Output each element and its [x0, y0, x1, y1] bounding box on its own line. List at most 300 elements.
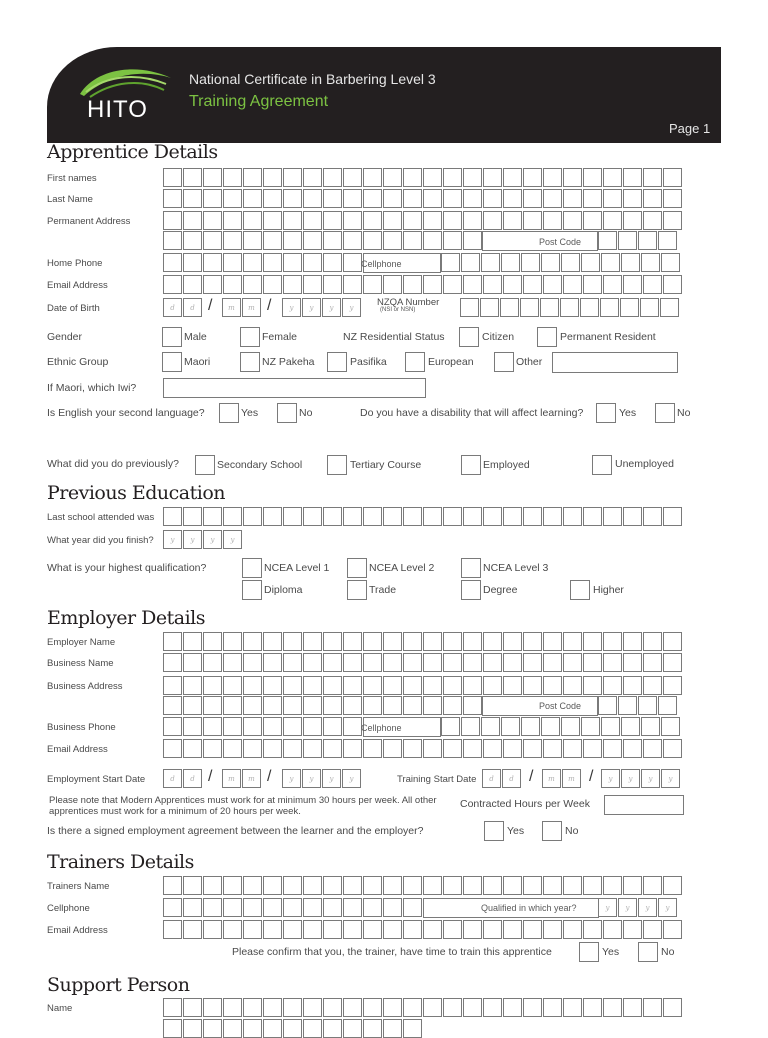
input-cell[interactable]: d — [183, 769, 202, 788]
input-cell[interactable] — [303, 275, 322, 294]
input-cell[interactable] — [363, 676, 382, 695]
input-cell[interactable] — [363, 211, 382, 230]
input-cell[interactable] — [323, 211, 342, 230]
input-cell[interactable] — [423, 211, 442, 230]
input-cell[interactable] — [263, 998, 282, 1017]
input-cell[interactable] — [583, 275, 602, 294]
maori-checkbox[interactable] — [162, 352, 182, 372]
input-cell[interactable] — [523, 998, 542, 1017]
trainers-name-field[interactable] — [163, 876, 683, 895]
input-cell[interactable] — [483, 739, 502, 758]
input-cell[interactable] — [323, 1019, 342, 1038]
input-cell[interactable] — [443, 632, 462, 651]
input-cell[interactable] — [423, 168, 442, 187]
input-cell[interactable] — [243, 168, 262, 187]
pasifika-checkbox[interactable] — [327, 352, 347, 372]
input-cell[interactable] — [263, 275, 282, 294]
input-cell[interactable]: m — [242, 298, 261, 317]
european-checkbox[interactable] — [405, 352, 425, 372]
input-cell[interactable] — [203, 696, 222, 715]
input-cell[interactable] — [503, 920, 522, 939]
year-finish-field[interactable] — [163, 530, 243, 549]
input-cell[interactable] — [223, 998, 242, 1017]
input-cell[interactable] — [203, 1019, 222, 1038]
input-cell[interactable] — [183, 1019, 202, 1038]
input-cell[interactable] — [483, 507, 502, 526]
input-cell[interactable] — [543, 168, 562, 187]
input-cell[interactable] — [661, 253, 680, 272]
input-cell[interactable]: y — [601, 769, 620, 788]
input-cell[interactable] — [383, 189, 402, 208]
input-cell[interactable] — [363, 189, 382, 208]
input-cell[interactable] — [503, 998, 522, 1017]
input-cell[interactable] — [203, 876, 222, 895]
input-cell[interactable] — [343, 717, 362, 736]
input-cell[interactable] — [580, 298, 599, 317]
input-cell[interactable] — [263, 1019, 282, 1038]
input-cell[interactable] — [463, 876, 482, 895]
input-cell[interactable] — [263, 717, 282, 736]
contracted-hours-input[interactable] — [604, 795, 684, 815]
input-cell[interactable] — [163, 1019, 182, 1038]
input-cell[interactable] — [203, 189, 222, 208]
input-cell[interactable] — [603, 632, 622, 651]
input-cell[interactable] — [283, 507, 302, 526]
input-cell[interactable] — [343, 275, 362, 294]
input-cell[interactable] — [603, 189, 622, 208]
input-cell[interactable] — [663, 168, 682, 187]
input-cell[interactable] — [183, 676, 202, 695]
input-cell[interactable] — [243, 507, 262, 526]
input-cell[interactable] — [523, 876, 542, 895]
input-cell[interactable] — [343, 739, 362, 758]
input-cell[interactable] — [283, 231, 302, 250]
input-cell[interactable] — [203, 507, 222, 526]
input-cell[interactable] — [223, 275, 242, 294]
input-cell[interactable] — [283, 717, 302, 736]
input-cell[interactable] — [403, 1019, 422, 1038]
input-cell[interactable] — [203, 739, 222, 758]
input-cell[interactable] — [563, 632, 582, 651]
input-cell[interactable] — [643, 998, 662, 1017]
input-cell[interactable] — [243, 211, 262, 230]
input-cell[interactable] — [343, 231, 362, 250]
input-cell[interactable] — [223, 876, 242, 895]
input-cell[interactable] — [343, 998, 362, 1017]
input-cell[interactable] — [283, 168, 302, 187]
input-cell[interactable] — [323, 676, 342, 695]
input-cell[interactable] — [463, 739, 482, 758]
input-cell[interactable] — [323, 507, 342, 526]
input-cell[interactable] — [503, 507, 522, 526]
input-cell[interactable] — [303, 898, 322, 917]
business-address-line1-field[interactable] — [163, 676, 683, 695]
input-cell[interactable] — [541, 717, 560, 736]
input-cell[interactable] — [163, 253, 182, 272]
input-cell[interactable] — [443, 876, 462, 895]
input-cell[interactable] — [243, 253, 262, 272]
input-cell[interactable] — [183, 998, 202, 1017]
input-cell[interactable] — [263, 253, 282, 272]
input-cell[interactable] — [303, 1019, 322, 1038]
input-cell[interactable] — [641, 717, 660, 736]
input-cell[interactable] — [583, 168, 602, 187]
input-cell[interactable] — [303, 920, 322, 939]
input-cell[interactable] — [243, 898, 262, 917]
input-cell[interactable] — [463, 168, 482, 187]
input-cell[interactable] — [323, 275, 342, 294]
input-cell[interactable] — [663, 998, 682, 1017]
input-cell[interactable] — [163, 231, 182, 250]
input-cell[interactable] — [183, 231, 202, 250]
input-cell[interactable] — [543, 876, 562, 895]
input-cell[interactable] — [618, 231, 637, 250]
input-cell[interactable] — [601, 717, 620, 736]
input-cell[interactable]: y — [183, 530, 202, 549]
input-cell[interactable] — [603, 739, 622, 758]
input-cell[interactable] — [583, 739, 602, 758]
input-cell[interactable] — [203, 253, 222, 272]
input-cell[interactable] — [183, 898, 202, 917]
post-code-field[interactable] — [598, 231, 678, 250]
input-cell[interactable] — [483, 920, 502, 939]
input-cell[interactable] — [443, 696, 462, 715]
input-cell[interactable] — [363, 653, 382, 672]
input-cell[interactable] — [501, 717, 520, 736]
input-cell[interactable] — [323, 717, 342, 736]
input-cell[interactable]: y — [598, 898, 617, 917]
input-cell[interactable] — [423, 676, 442, 695]
input-cell[interactable] — [283, 876, 302, 895]
input-cell[interactable] — [343, 211, 362, 230]
input-cell[interactable] — [243, 653, 262, 672]
input-cell[interactable] — [223, 632, 242, 651]
input-cell[interactable] — [583, 507, 602, 526]
input-cell[interactable] — [363, 739, 382, 758]
input-cell[interactable] — [223, 653, 242, 672]
input-cell[interactable] — [503, 739, 522, 758]
input-cell[interactable] — [463, 653, 482, 672]
input-cell[interactable] — [443, 507, 462, 526]
permanent-address-line1-field[interactable] — [163, 211, 683, 230]
input-cell[interactable] — [363, 632, 382, 651]
input-cell[interactable] — [603, 920, 622, 939]
input-cell[interactable] — [223, 189, 242, 208]
input-cell[interactable] — [263, 898, 282, 917]
input-cell[interactable] — [323, 231, 342, 250]
input-cell[interactable] — [383, 998, 402, 1017]
input-cell[interactable] — [423, 696, 442, 715]
unemployed-checkbox[interactable] — [592, 455, 612, 475]
input-cell[interactable] — [203, 898, 222, 917]
input-cell[interactable] — [403, 920, 422, 939]
input-cell[interactable] — [303, 168, 322, 187]
input-cell[interactable] — [523, 189, 542, 208]
input-cell[interactable] — [243, 275, 262, 294]
input-cell[interactable] — [303, 653, 322, 672]
input-cell[interactable] — [283, 211, 302, 230]
input-cell[interactable] — [163, 275, 182, 294]
input-cell[interactable] — [323, 920, 342, 939]
input-cell[interactable] — [443, 231, 462, 250]
input-cell[interactable] — [343, 189, 362, 208]
input-cell[interactable] — [183, 168, 202, 187]
input-cell[interactable] — [483, 211, 502, 230]
input-cell[interactable] — [243, 632, 262, 651]
input-cell[interactable]: d — [163, 298, 182, 317]
input-cell[interactable]: y — [661, 769, 680, 788]
input-cell[interactable] — [303, 696, 322, 715]
input-cell[interactable] — [503, 211, 522, 230]
input-cell[interactable] — [223, 739, 242, 758]
trade-checkbox[interactable] — [347, 580, 367, 600]
input-cell[interactable] — [583, 676, 602, 695]
input-cell[interactable] — [423, 998, 442, 1017]
input-cell[interactable] — [343, 632, 362, 651]
input-cell[interactable] — [543, 211, 562, 230]
input-cell[interactable]: y — [322, 298, 341, 317]
input-cell[interactable] — [463, 696, 482, 715]
input-cell[interactable] — [183, 739, 202, 758]
input-cell[interactable] — [283, 1019, 302, 1038]
input-cell[interactable] — [603, 653, 622, 672]
input-cell[interactable] — [263, 696, 282, 715]
input-cell[interactable] — [363, 876, 382, 895]
input-cell[interactable] — [543, 189, 562, 208]
input-cell[interactable] — [243, 696, 262, 715]
employment-start-day-field[interactable] — [163, 769, 203, 788]
input-cell[interactable] — [480, 298, 499, 317]
last-name-field[interactable] — [163, 189, 683, 208]
input-cell[interactable] — [623, 189, 642, 208]
input-cell[interactable] — [658, 696, 677, 715]
input-cell[interactable] — [643, 739, 662, 758]
input-cell[interactable] — [641, 253, 660, 272]
input-cell[interactable] — [403, 676, 422, 695]
input-cell[interactable]: y — [302, 769, 321, 788]
input-cell[interactable] — [561, 253, 580, 272]
input-cell[interactable] — [481, 253, 500, 272]
input-cell[interactable] — [643, 211, 662, 230]
input-cell[interactable] — [243, 717, 262, 736]
input-cell[interactable]: y — [302, 298, 321, 317]
input-cell[interactable] — [243, 876, 262, 895]
trainers-email-field[interactable] — [163, 920, 683, 939]
input-cell[interactable]: y — [641, 769, 660, 788]
input-cell[interactable] — [263, 211, 282, 230]
input-cell[interactable] — [183, 189, 202, 208]
input-cell[interactable] — [463, 189, 482, 208]
input-cell[interactable] — [423, 876, 442, 895]
training-start-month-field[interactable] — [542, 769, 582, 788]
input-cell[interactable] — [203, 231, 222, 250]
home-phone-field[interactable] — [163, 253, 363, 272]
input-cell[interactable] — [223, 676, 242, 695]
input-cell[interactable] — [223, 1019, 242, 1038]
english-yes-checkbox[interactable] — [219, 403, 239, 423]
input-cell[interactable] — [663, 632, 682, 651]
input-cell[interactable] — [441, 253, 460, 272]
input-cell[interactable] — [263, 739, 282, 758]
input-cell[interactable] — [583, 189, 602, 208]
input-cell[interactable] — [603, 275, 622, 294]
trainers-cellphone-field[interactable] — [163, 898, 423, 917]
other-ethnicity-input[interactable] — [552, 352, 678, 373]
trainer-confirm-yes-checkbox[interactable] — [579, 942, 599, 962]
input-cell[interactable] — [543, 507, 562, 526]
input-cell[interactable] — [203, 717, 222, 736]
input-cell[interactable] — [663, 653, 682, 672]
input-cell[interactable] — [523, 168, 542, 187]
disability-no-checkbox[interactable] — [655, 403, 675, 423]
input-cell[interactable] — [403, 739, 422, 758]
input-cell[interactable] — [283, 632, 302, 651]
input-cell[interactable] — [503, 168, 522, 187]
input-cell[interactable] — [600, 298, 619, 317]
dob-day-field[interactable] — [163, 298, 203, 317]
input-cell[interactable] — [561, 717, 580, 736]
input-cell[interactable] — [303, 211, 322, 230]
input-cell[interactable] — [623, 653, 642, 672]
input-cell[interactable] — [383, 211, 402, 230]
input-cell[interactable] — [303, 189, 322, 208]
input-cell[interactable] — [503, 189, 522, 208]
input-cell[interactable] — [183, 632, 202, 651]
input-cell[interactable] — [461, 253, 480, 272]
input-cell[interactable] — [283, 253, 302, 272]
input-cell[interactable] — [263, 168, 282, 187]
input-cell[interactable]: y — [203, 530, 222, 549]
input-cell[interactable] — [603, 168, 622, 187]
input-cell[interactable]: y — [322, 769, 341, 788]
input-cell[interactable] — [543, 676, 562, 695]
input-cell[interactable] — [303, 507, 322, 526]
input-cell[interactable] — [503, 632, 522, 651]
input-cell[interactable] — [403, 275, 422, 294]
input-cell[interactable] — [543, 739, 562, 758]
input-cell[interactable] — [303, 231, 322, 250]
input-cell[interactable] — [583, 653, 602, 672]
input-cell[interactable] — [598, 231, 617, 250]
input-cell[interactable] — [403, 998, 422, 1017]
input-cell[interactable] — [183, 696, 202, 715]
input-cell[interactable] — [303, 676, 322, 695]
input-cell[interactable] — [423, 189, 442, 208]
input-cell[interactable] — [223, 507, 242, 526]
input-cell[interactable] — [643, 632, 662, 651]
diploma-checkbox[interactable] — [242, 580, 262, 600]
input-cell[interactable] — [223, 253, 242, 272]
input-cell[interactable] — [183, 253, 202, 272]
input-cell[interactable] — [583, 998, 602, 1017]
input-cell[interactable] — [263, 876, 282, 895]
input-cell[interactable] — [543, 653, 562, 672]
input-cell[interactable] — [483, 653, 502, 672]
input-cell[interactable] — [283, 898, 302, 917]
input-cell[interactable] — [663, 275, 682, 294]
input-cell[interactable] — [643, 275, 662, 294]
input-cell[interactable] — [303, 739, 322, 758]
input-cell[interactable] — [623, 211, 642, 230]
input-cell[interactable] — [163, 211, 182, 230]
input-cell[interactable] — [403, 211, 422, 230]
input-cell[interactable] — [638, 696, 657, 715]
input-cell[interactable] — [223, 898, 242, 917]
input-cell[interactable] — [243, 676, 262, 695]
input-cell[interactable]: y — [342, 769, 361, 788]
input-cell[interactable] — [403, 876, 422, 895]
input-cell[interactable] — [543, 632, 562, 651]
input-cell[interactable] — [183, 653, 202, 672]
input-cell[interactable] — [183, 920, 202, 939]
input-cell[interactable] — [423, 653, 442, 672]
higher-checkbox[interactable] — [570, 580, 590, 600]
employment-start-month-field[interactable] — [222, 769, 262, 788]
input-cell[interactable] — [563, 676, 582, 695]
input-cell[interactable] — [203, 211, 222, 230]
input-cell[interactable] — [363, 1019, 382, 1038]
input-cell[interactable] — [643, 876, 662, 895]
input-cell[interactable] — [640, 298, 659, 317]
input-cell[interactable] — [163, 998, 182, 1017]
input-cell[interactable] — [483, 876, 502, 895]
input-cell[interactable] — [203, 998, 222, 1017]
input-cell[interactable] — [343, 696, 362, 715]
support-next-field[interactable] — [163, 1019, 423, 1038]
input-cell[interactable] — [523, 507, 542, 526]
input-cell[interactable] — [658, 231, 677, 250]
input-cell[interactable] — [481, 717, 500, 736]
input-cell[interactable] — [598, 696, 617, 715]
input-cell[interactable] — [503, 275, 522, 294]
support-name-field[interactable] — [163, 998, 683, 1017]
ncea-level-1-checkbox[interactable] — [242, 558, 262, 578]
input-cell[interactable] — [223, 717, 242, 736]
input-cell[interactable] — [623, 739, 642, 758]
english-no-checkbox[interactable] — [277, 403, 297, 423]
input-cell[interactable] — [623, 168, 642, 187]
input-cell[interactable] — [521, 717, 540, 736]
input-cell[interactable]: d — [183, 298, 202, 317]
input-cell[interactable] — [663, 739, 682, 758]
input-cell[interactable] — [663, 211, 682, 230]
input-cell[interactable] — [343, 653, 362, 672]
input-cell[interactable] — [563, 211, 582, 230]
input-cell[interactable] — [581, 253, 600, 272]
input-cell[interactable]: d — [163, 769, 182, 788]
input-cell[interactable] — [603, 876, 622, 895]
input-cell[interactable] — [623, 876, 642, 895]
input-cell[interactable] — [363, 696, 382, 715]
input-cell[interactable] — [621, 717, 640, 736]
input-cell[interactable] — [383, 507, 402, 526]
input-cell[interactable]: y — [638, 898, 657, 917]
input-cell[interactable] — [183, 507, 202, 526]
input-cell[interactable] — [483, 632, 502, 651]
input-cell[interactable] — [443, 275, 462, 294]
input-cell[interactable] — [323, 876, 342, 895]
input-cell[interactable] — [443, 189, 462, 208]
input-cell[interactable] — [243, 739, 262, 758]
input-cell[interactable] — [463, 632, 482, 651]
employment-start-year-field[interactable] — [282, 769, 362, 788]
input-cell[interactable] — [443, 653, 462, 672]
input-cell[interactable] — [383, 739, 402, 758]
input-cell[interactable] — [283, 653, 302, 672]
input-cell[interactable] — [263, 507, 282, 526]
employer-email-field[interactable] — [163, 739, 683, 758]
input-cell[interactable] — [383, 876, 402, 895]
